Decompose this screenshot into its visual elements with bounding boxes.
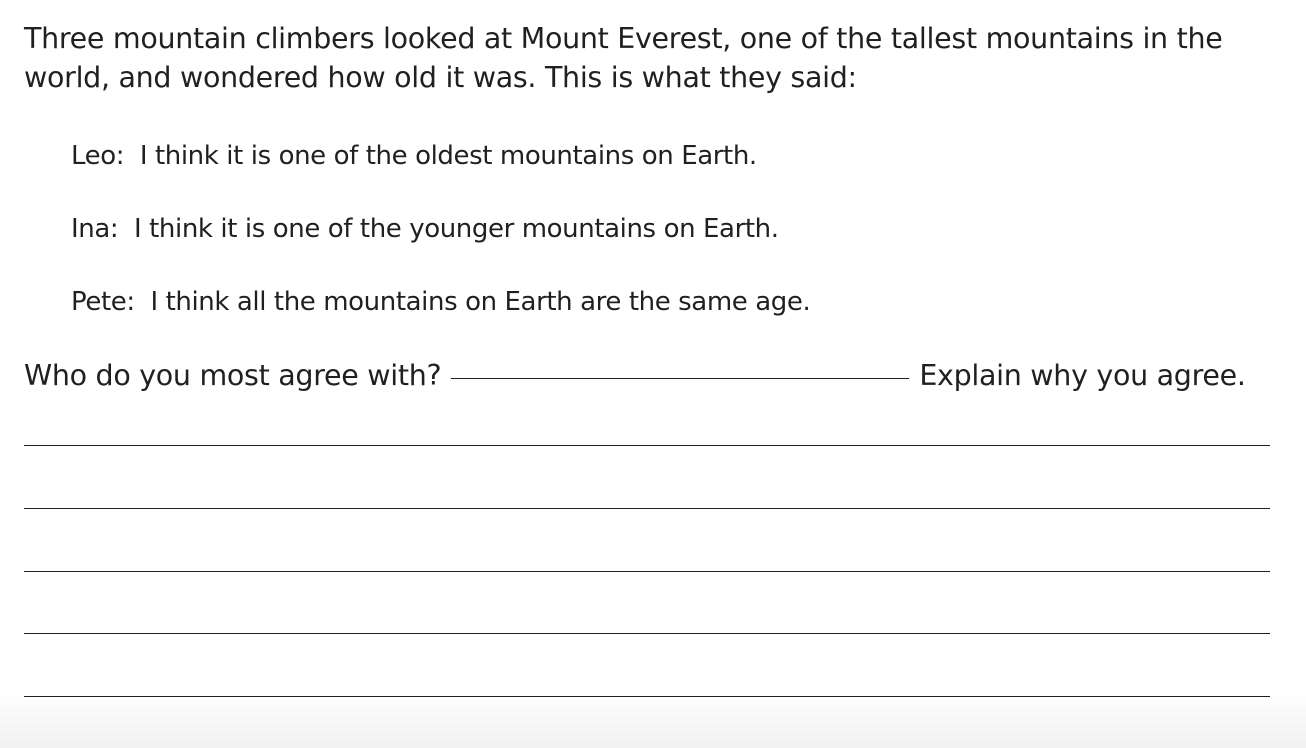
quote-colon: : [109,214,134,244]
quote-speaker: Ina [71,214,110,244]
quote-statement: I think all the mountains on Earth are the same age. [150,287,811,317]
agree-answer-blank[interactable] [451,377,909,379]
intro-paragraph: Three mountain climbers looked at Mount Everest, one of the tallest mountains in the world, and wondered how old it was. This is what they said: [24,22,1223,94]
quote-speaker: Pete [71,287,127,317]
quote-colon: : [126,287,151,317]
question-follow-up: Explain why you agree. [919,359,1246,392]
answer-line-1[interactable] [24,445,1270,446]
question-prompt: Who do you most agree with? [24,359,442,392]
answer-line-4[interactable] [24,633,1270,634]
quote-colon: : [115,141,140,171]
answer-line-3[interactable] [24,571,1270,572]
quote-pete [71,285,810,319]
quote-leo [71,139,757,173]
quote-speaker: Leo [71,141,116,171]
answer-line-5[interactable] [24,696,1270,697]
question-line [24,356,1246,395]
answer-line-2[interactable] [24,508,1270,509]
quote-statement: I think it is one of the younger mountains on Earth. [133,214,779,244]
quote-ina [71,212,779,246]
quote-statement: I think it is one of the oldest mountains on Earth. [139,141,757,171]
